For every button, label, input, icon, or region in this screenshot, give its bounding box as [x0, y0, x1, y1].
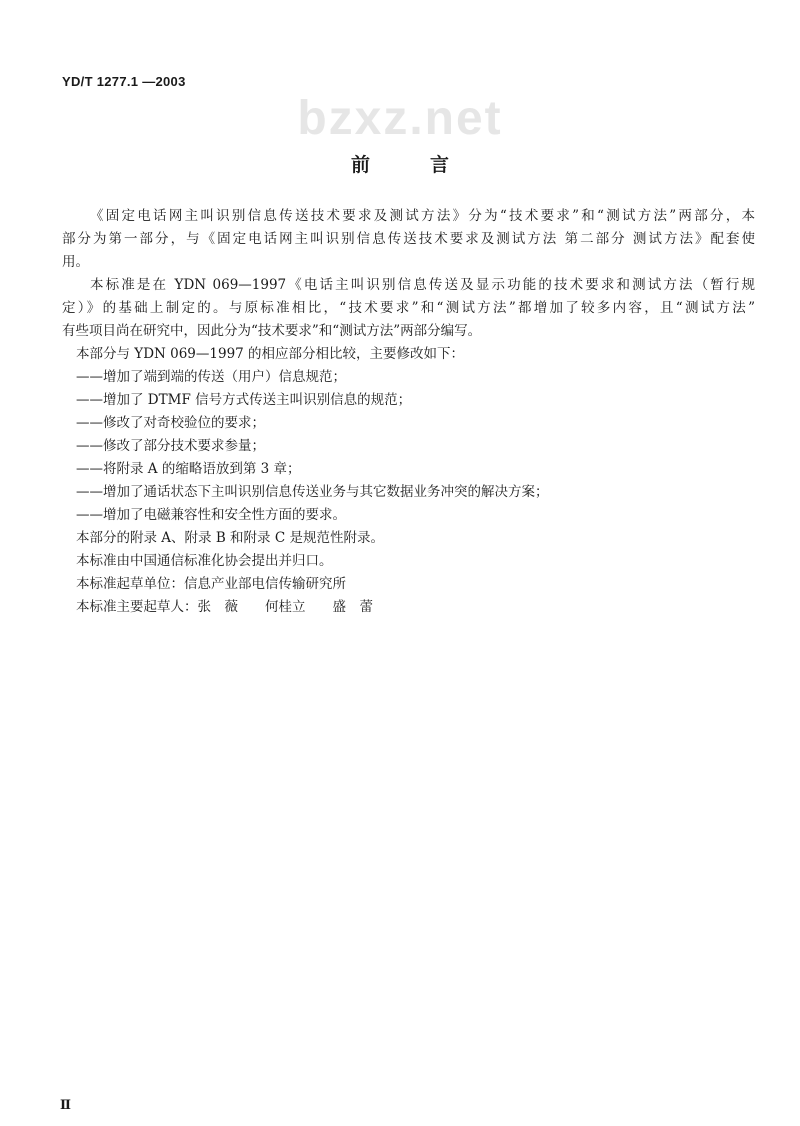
- list-item: ——修改了对奇校验位的要求；: [76, 415, 265, 431]
- text-line: 用。: [62, 254, 89, 270]
- text-line: 本标准是在 YDN 069—1997《电话主叫识别信息传送及显示功能的技术要求和测试方法（暂行规: [90, 277, 755, 293]
- text-line: 部分为第一部分，与《固定电话网主叫识别信息传送技术要求及测试方法 第二部分 测试方法》配套使: [62, 231, 755, 247]
- drafting-unit: 本标准起草单位：信息产业部电信传输研究所: [76, 576, 346, 592]
- title-char: 前: [350, 154, 370, 176]
- annex-note: 本部分的附录 A、附录 B 和附录 C 是规范性附录。: [76, 530, 384, 546]
- list-item: ——增加了 DTMF 信号方式传送主叫识别信息的规范；: [76, 392, 412, 408]
- list-item: ——修改了部分技术要求参量；: [76, 438, 265, 454]
- text-line: 定）》的基础上制定的。与原标准相比，“技术要求”和“测试方法”都增加了较多内容，且“测试方法”: [62, 300, 755, 316]
- drafters: 本标准主要起草人：张 薇 何桂立 盛 蕾: [76, 599, 373, 615]
- changes-list: [62, 366, 755, 527]
- page-title: [0, 152, 800, 178]
- paragraph-2: [62, 274, 755, 343]
- title-char: 言: [430, 154, 450, 176]
- list-item: ——增加了电磁兼容性和安全性方面的要求。: [76, 507, 346, 523]
- paragraph-1: [62, 205, 755, 274]
- text-line: 《固定电话网主叫识别信息传送技术要求及测试方法》分为“技术要求”和“测试方法”两部分，本: [90, 208, 755, 224]
- text-line: 有些项目尚在研究中，因此分为“技术要求”和“测试方法”两部分编写。: [62, 323, 482, 339]
- list-item: ——增加了端到端的传送（用户）信息规范；: [76, 369, 346, 385]
- page-number: Ⅱ: [60, 1098, 71, 1113]
- list-item: ——将附录 A 的缩略语放到第 3 章；: [76, 461, 301, 477]
- foreword-body: [62, 205, 755, 619]
- list-item: ——增加了通话状态下主叫识别信息传送业务与其它数据业务冲突的解决方案；: [76, 484, 549, 500]
- watermark: bzxz.net: [297, 92, 503, 145]
- proposer-note: 本标准由中国通信标准化协会提出并归口。: [76, 553, 333, 569]
- changes-intro: 本部分与 YDN 069—1997 的相应部分相比较，主要修改如下：: [76, 346, 465, 362]
- document-number: YD/T 1277.1 —2003: [62, 74, 186, 89]
